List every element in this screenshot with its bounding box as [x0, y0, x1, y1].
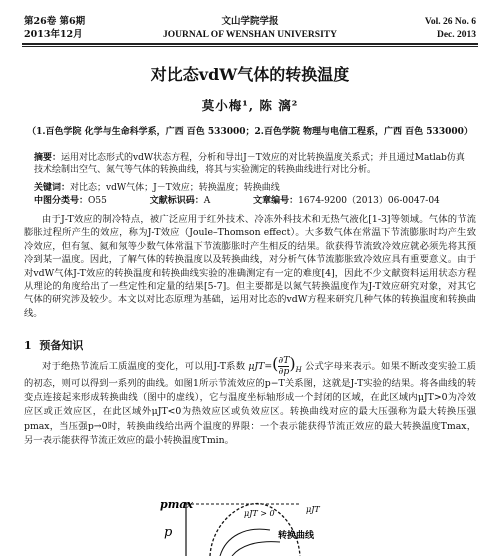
paper-authors: 莫小梅¹, 陈 漓²: [201, 98, 299, 113]
doc-label: 文献标识码：: [149, 196, 204, 206]
section1-paragraph: [24, 356, 476, 448]
figure-mu-positive: μJT > 0: [244, 509, 275, 518]
keywords-text: 对比态；vdW气体；J－T效应；转换温度；转换曲线: [70, 183, 280, 193]
keywords: [34, 180, 474, 193]
id-label: 文章编号：: [253, 196, 299, 206]
figure-curve-label: 转换曲线: [278, 531, 315, 541]
para2-rest: 公式字母来表示。如果不断改变实验工质的初态，则可以得到一系列的曲线。如图1所示节流效应的p−T关系图，这就是J-T实验的结果。将各曲线的转变点连接起来形成转换曲线（图中的虚线），它与温度坐标轴形成一个封闭的区域，在此区域内μJT>0为冷效应区或正效应区，在此区域外μJT<0为热效应区或负效应区。转换曲线对应的最大压强称为最大转换压强pmax，当压强p→0时，转换曲线给出两个温度的界限：一个表示能获得节流正效应的最大转换温度Tmax，另一表示能获得节流正效应的最小转换温度Tmin。: [24, 361, 476, 446]
clc-value: O55: [88, 196, 107, 206]
section-number: 1: [24, 339, 32, 352]
section-title: 预备知识: [39, 339, 84, 352]
doc-value: A: [203, 196, 211, 206]
id-value: 1674-9200（2013）06-0047-04: [298, 196, 440, 206]
abstract-text: 运用对比态形式的vdW状态方程，分析和导出J－T效应的对比转换温度关系式；并且通过Matlab仿真技术绘制出空气、氮气等气体的转换曲线，将其与实验测定的转换曲线进行对比分析。: [34, 153, 465, 175]
paper-title: 对比态vdW气体的转换温度: [150, 65, 350, 84]
header-rule-top: [22, 43, 478, 45]
header-journal-en: JOURNAL OF WENSHAN UNIVERSITY: [163, 30, 337, 40]
section-heading: [24, 337, 83, 353]
figure-1-jt-diagram: [150, 492, 350, 556]
jt-formula: μJT=( $\frac{\partial T}{\partial p}$ )$_H$: [248, 354, 302, 377]
classification-row: [34, 193, 474, 206]
header-rule-bottom: [22, 46, 478, 47]
abstract: [34, 152, 468, 176]
figure-mu-negative: μJT: [306, 505, 320, 514]
figure-p-label: p: [164, 525, 173, 540]
paper-affiliation: （1.百色学院 化学与生命科学系，广西 百色 533000；2.百色学院 物理与电信工程系，广西 百色 533000）: [27, 127, 473, 137]
jt-symbol: μJT=: [248, 361, 273, 372]
figure-pmax-label: pmax: [160, 498, 194, 511]
para2-start: 对于绝热节流后工质温度的变化，可以用J-T系数: [42, 361, 246, 373]
intro-paragraph: 由于J-T效应的制冷特点，被广泛应用于红外技术、冷冻外科技术和无热气液化[1-3]等领域。气体的节流膨胀过程所产生的效应，称为J-T效应（Joule–Thomson effect）。大多数气体在常温下节流膨胀时均产生致冷效应，但有氢、氦和氖等少数气体常温下节流膨胀时产生相反的结果。欲获得节流致冷效应就必须先将其预冷到某一温度。因此，了解气体的转换温度以及转换曲线，对分析气体节流膨胀致冷效应具有重要意义。由于对vdW气体J-T效应的转换温度和转换曲线实验的准确测定有一定的难度[4]，因此不少文献资料运用状态方程从理论的角度给出了一些定性和定量的结果[5-7]。但主要都是以氮气转换温度作为J-T效应研究对象，对其它气体的研究涉及较少。本文以对比态原理为基础，运用对比态的vdW方程来研究几种气体的转换温度和转换曲线。: [24, 214, 476, 319]
header-volume-left: 第26卷 第6期: [24, 16, 86, 27]
figure-isenthalp-2: [232, 542, 280, 556]
header-date-left: 2013年12月: [24, 29, 83, 40]
header-volume-right: Vol. 26 No. 6: [424, 17, 476, 27]
abstract-label: 摘要：: [34, 153, 62, 163]
keywords-label: 关键词：: [34, 183, 71, 193]
header-date-right: Dec. 2013: [436, 30, 476, 40]
figure-isenthalp-1: [220, 529, 270, 556]
clc-label: 中图分类号：: [34, 196, 89, 206]
header-journal-cn: 文山学院学报: [221, 16, 279, 27]
